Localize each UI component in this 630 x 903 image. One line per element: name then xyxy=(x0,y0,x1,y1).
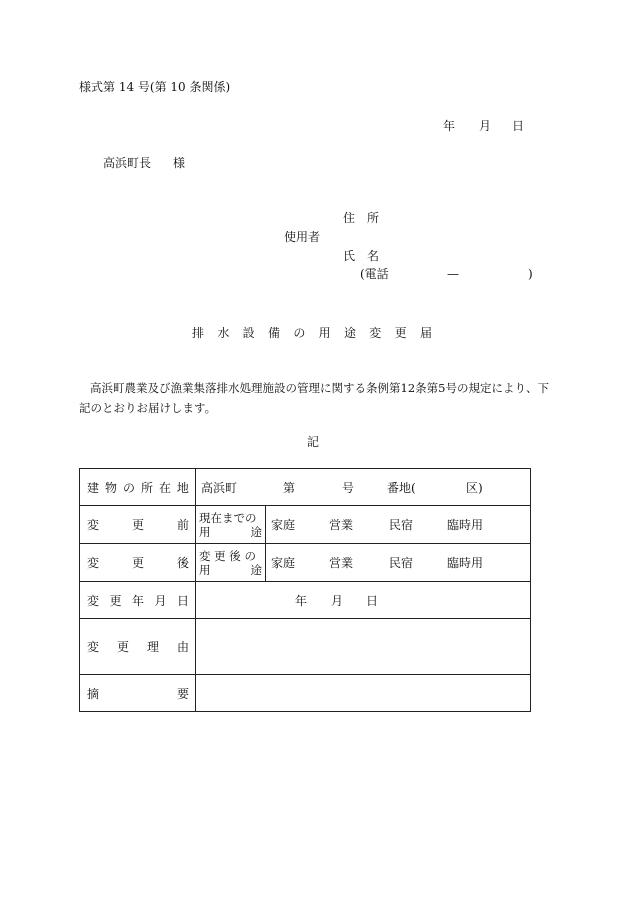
location-label: 建 物 の 所 在 地 xyxy=(87,480,189,495)
title-char: 排 xyxy=(192,326,205,340)
body-paragraph xyxy=(79,378,549,418)
change-year-label: 年 xyxy=(295,593,308,608)
address-label: 住 所 xyxy=(343,211,380,225)
title-char: 変 xyxy=(369,326,382,340)
row-summary xyxy=(80,675,531,712)
banchi-label: 番地( xyxy=(387,480,416,495)
row-after xyxy=(80,544,531,582)
option-guesthouse: 民宿 xyxy=(389,556,414,570)
title-char: 更 xyxy=(394,326,407,340)
phone-dash: — xyxy=(447,267,459,281)
phone-open: (電話 xyxy=(360,267,389,281)
row-change-date xyxy=(80,582,531,619)
option-guesthouse: 民宿 xyxy=(389,518,414,532)
before-label: 変 更 前 xyxy=(87,518,189,532)
title-char: 備 xyxy=(267,326,280,340)
row-reason xyxy=(80,619,531,675)
title-char: 届 xyxy=(419,326,432,340)
phone-close: ) xyxy=(528,267,533,281)
body-line-1: 高浜町農業及び漁業集落排水処理施設の管理に関する条例第12条第5号の規定により、下 xyxy=(90,381,549,395)
form-number: 様式第 14 号(第 10 条関係) xyxy=(79,80,231,94)
title-char: 用 xyxy=(318,326,331,340)
ku-label: 区) xyxy=(466,480,483,495)
label-cell xyxy=(80,619,196,675)
before-options[interactable] xyxy=(266,506,531,544)
label-cell xyxy=(80,506,196,544)
current-use-label-cell: 現在までの 用 途 xyxy=(196,506,266,544)
date-day-label: 日 xyxy=(512,119,525,133)
option-household: 家庭 xyxy=(271,518,296,532)
label-cell xyxy=(80,469,196,506)
reason-field[interactable] xyxy=(196,619,531,675)
location-field[interactable] xyxy=(196,469,531,506)
after-use-line1: 変 更 後 の xyxy=(199,548,256,563)
label-cell xyxy=(80,675,196,712)
row-location xyxy=(80,469,531,506)
change-date-label: 変 更 年 月 日 xyxy=(87,593,189,608)
title-char: の xyxy=(293,326,306,340)
addressee-name: 高浜町長 xyxy=(103,156,152,170)
dai-label: 第 xyxy=(283,480,296,495)
after-options[interactable] xyxy=(266,544,531,582)
option-temporary: 臨時用 xyxy=(447,518,484,532)
title-char: 設 xyxy=(242,326,255,340)
label-cell xyxy=(80,582,196,619)
applicant-role-label: 使用者 xyxy=(284,230,321,244)
summary-label: 摘 要 xyxy=(87,686,189,701)
town-name: 高浜町 xyxy=(201,480,238,495)
date-month-label: 月 xyxy=(479,119,492,133)
form-table xyxy=(79,468,531,712)
reason-label: 変 更 理 由 xyxy=(87,640,189,654)
go-label: 号 xyxy=(342,480,355,495)
after-label: 変 更 後 xyxy=(87,556,189,570)
after-use-label-cell: 変 更 後 の 用 途 xyxy=(196,544,266,582)
title-char: 途 xyxy=(343,326,356,340)
label-cell xyxy=(80,544,196,582)
summary-field[interactable] xyxy=(196,675,531,712)
current-use-line1: 現在までの xyxy=(199,510,257,525)
ki-label: 記 xyxy=(307,435,320,449)
option-temporary: 臨時用 xyxy=(447,556,484,570)
change-date-field[interactable] xyxy=(196,582,531,619)
title-char: 水 xyxy=(217,326,230,340)
document-title xyxy=(192,324,432,341)
date-year-label: 年 xyxy=(443,119,456,133)
change-month-label: 月 xyxy=(331,593,344,608)
option-household: 家庭 xyxy=(271,556,296,570)
change-day-label: 日 xyxy=(366,593,379,608)
option-business: 営業 xyxy=(329,556,354,570)
name-label: 氏 名 xyxy=(343,249,380,263)
row-before xyxy=(80,506,531,544)
body-line-2: 記のとおりお届けします。 xyxy=(79,401,217,415)
option-business: 営業 xyxy=(329,518,354,532)
addressee-honorific: 様 xyxy=(173,156,186,170)
